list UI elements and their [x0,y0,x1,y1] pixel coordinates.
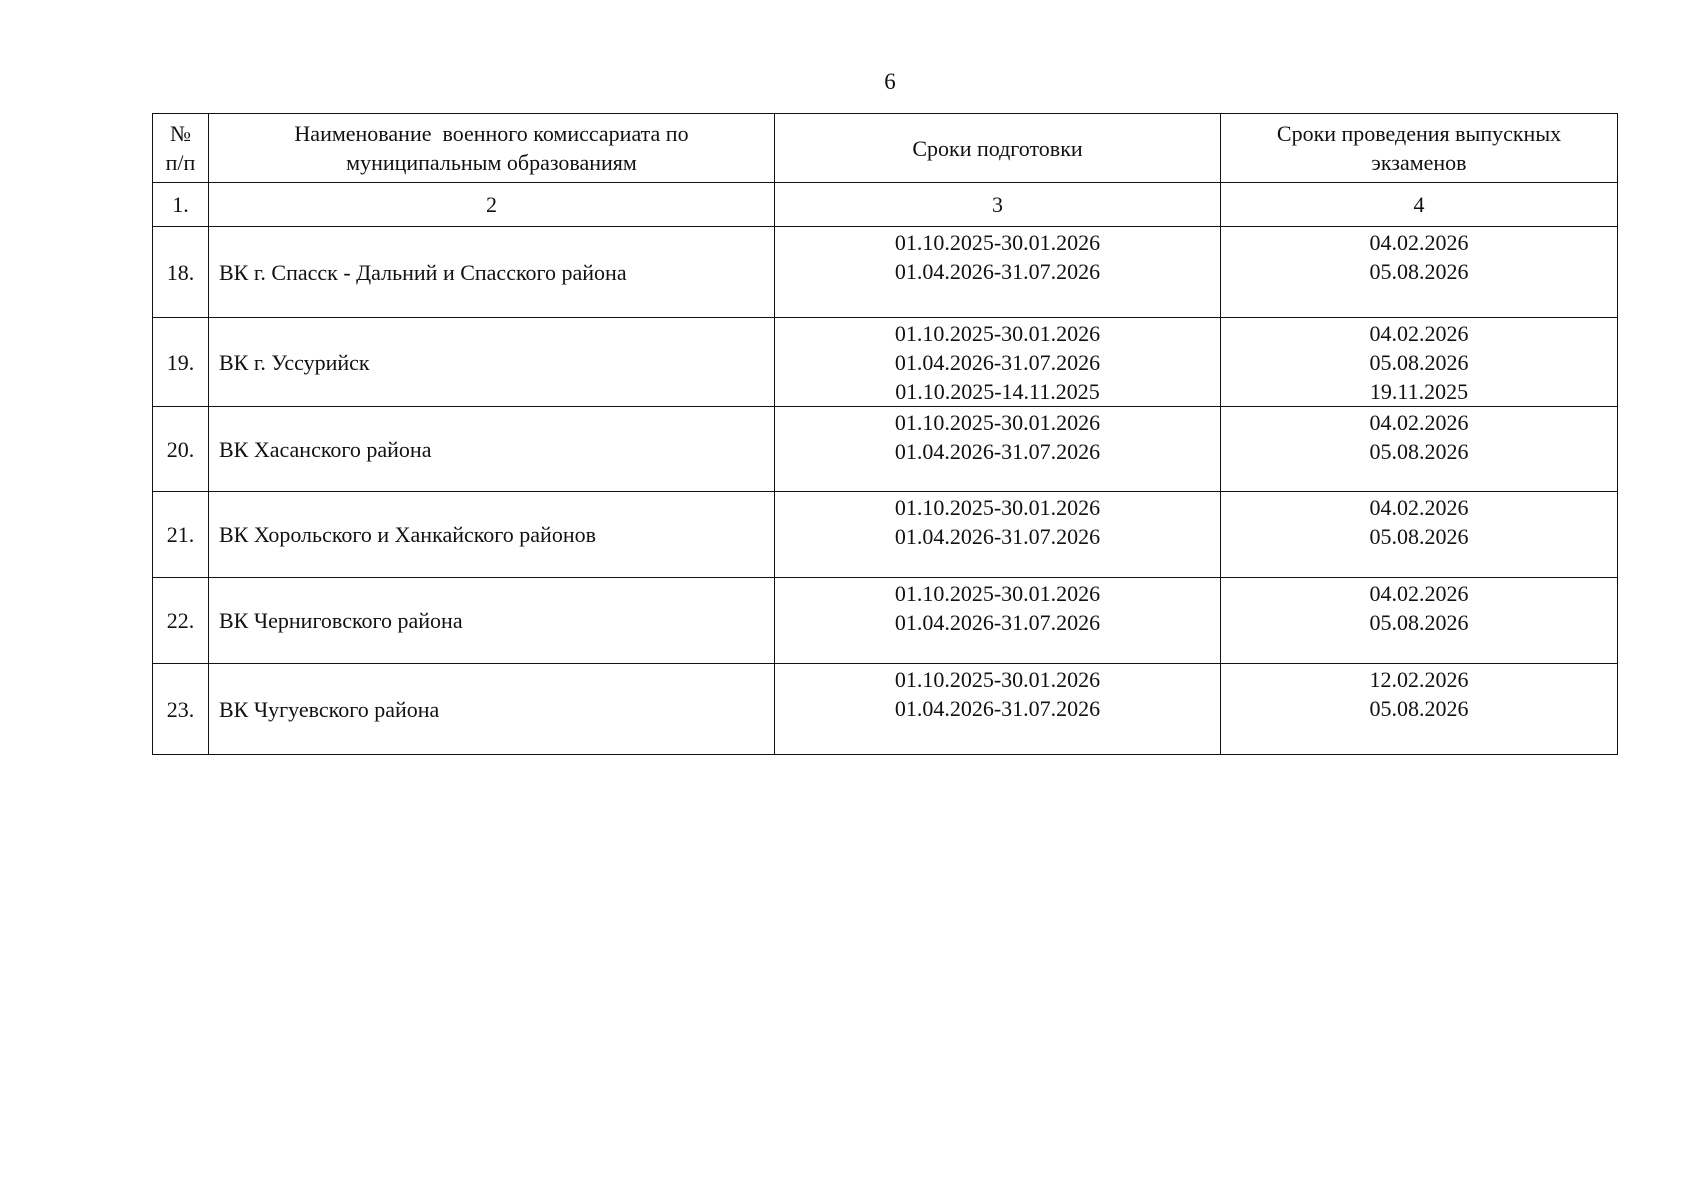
exam-date: 05.08.2026 [1369,610,1469,635]
preparation-period: 01.10.2025-30.01.2026 [894,230,1101,255]
table-body [153,227,1618,755]
table-row [153,492,1618,578]
column-index: 3 [775,183,1221,227]
commissariat-name: ВК г. Уссурийск [209,318,775,407]
commissariat-name: ВК Черниговского района [209,578,775,664]
commissariat-name: ВК Хасанского района [209,407,775,492]
row-number: 23. [153,664,209,755]
row-number: 22. [153,578,209,664]
exam-date: 04.02.2026 [1369,410,1469,435]
column-index: 2 [209,183,775,227]
column-index: 1. [153,183,209,227]
header-preparation-label: Сроки подготовки [912,135,1083,161]
table-row [153,578,1618,664]
preparation-period: 01.04.2026-31.07.2026 [894,524,1101,549]
exam-date: 04.02.2026 [1369,581,1469,606]
header-name-line: муниципальным образованиям [346,150,637,175]
exam-date: 04.02.2026 [1369,495,1469,520]
column-index-row [153,183,1618,227]
exam-date: 05.08.2026 [1369,350,1469,375]
preparation-period: 01.10.2025-30.01.2026 [894,667,1101,692]
exam-date: 04.02.2026 [1369,321,1469,346]
row-number: 21. [153,492,209,578]
exam-dates [1221,664,1618,755]
header-number-line: № [170,121,191,146]
table-header-row [153,114,1618,183]
preparation-period: 01.10.2025-30.01.2026 [894,581,1101,606]
header-name-line: Наименование военного комиссариата по [294,121,689,146]
exam-dates [1221,318,1618,407]
row-number: 19. [153,318,209,407]
preparation-dates [775,664,1221,755]
header-preparation [775,114,1221,183]
header-exams [1221,114,1618,183]
preparation-period: 01.10.2025-14.11.2025 [895,379,1100,404]
header-exams-line: Сроки проведения выпускных [1276,121,1562,146]
header-number-line: п/п [165,150,196,175]
schedule-table [152,113,1618,755]
exam-dates [1221,407,1618,492]
exam-date: 19.11.2025 [1369,379,1469,404]
commissariat-name: ВК г. Спасск - Дальний и Спасского района [209,227,775,318]
table-row [153,318,1618,407]
preparation-dates [775,492,1221,578]
preparation-dates [775,318,1221,407]
exam-date: 05.08.2026 [1369,259,1469,284]
page-number: 6 [884,69,896,94]
commissariat-name: ВК Чугуевского района [209,664,775,755]
header-name [209,114,775,183]
exam-dates [1221,492,1618,578]
exam-date: 04.02.2026 [1369,230,1469,255]
table-row [153,407,1618,492]
preparation-period: 01.10.2025-30.01.2026 [894,495,1101,520]
header-number [153,114,209,183]
row-number: 18. [153,227,209,318]
row-number: 20. [153,407,209,492]
header-exams-line: экзаменов [1371,150,1467,175]
preparation-dates [775,578,1221,664]
exam-date: 05.08.2026 [1369,524,1469,549]
preparation-period: 01.04.2026-31.07.2026 [894,259,1101,284]
exam-date: 05.08.2026 [1369,439,1469,464]
preparation-period: 01.04.2026-31.07.2026 [894,696,1101,721]
exam-dates [1221,578,1618,664]
exam-dates [1221,227,1618,318]
preparation-period: 01.10.2025-30.01.2026 [894,321,1101,346]
exam-date: 05.08.2026 [1369,696,1469,721]
exam-date: 12.02.2026 [1369,667,1469,692]
table-row [153,227,1618,318]
preparation-dates [775,407,1221,492]
preparation-period: 01.04.2026-31.07.2026 [894,350,1101,375]
commissariat-name: ВК Хорольского и Ханкайского районов [209,492,775,578]
preparation-period: 01.04.2026-31.07.2026 [894,610,1101,635]
preparation-period: 01.10.2025-30.01.2026 [894,410,1101,435]
preparation-period: 01.04.2026-31.07.2026 [894,439,1101,464]
table-row [153,664,1618,755]
preparation-dates [775,227,1221,318]
column-index: 4 [1221,183,1618,227]
